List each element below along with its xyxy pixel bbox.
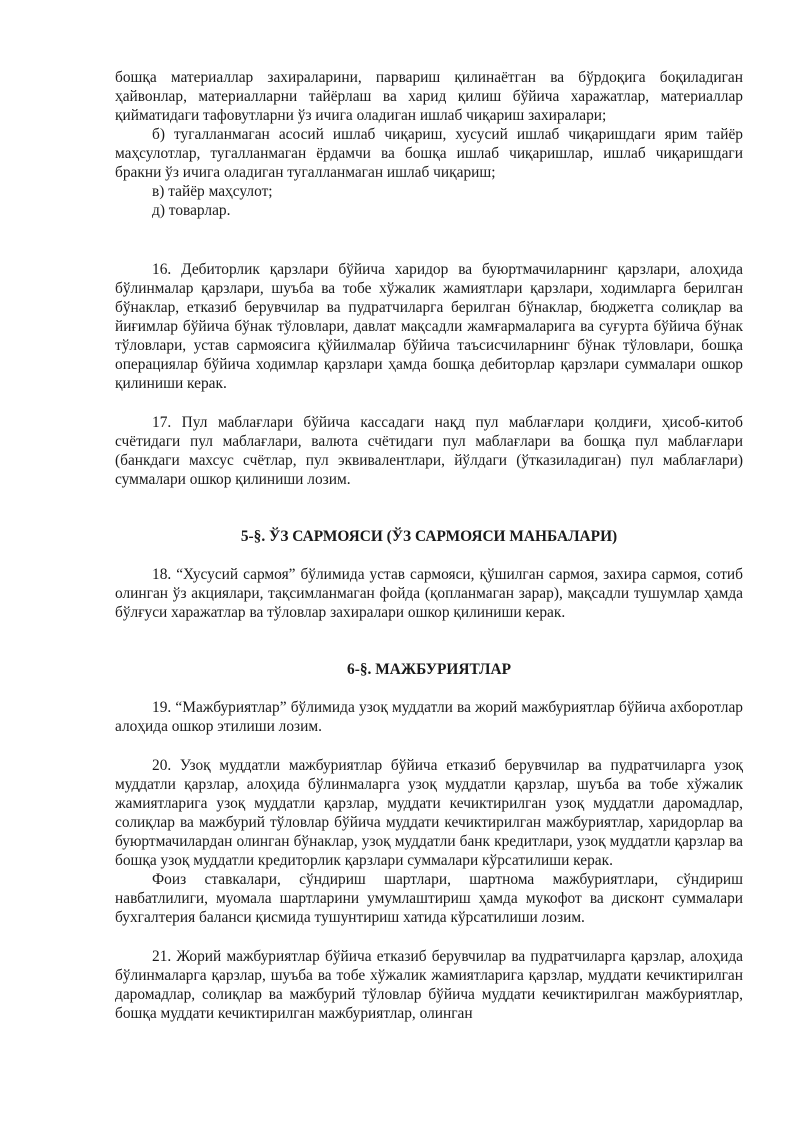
list-item-v: в) тайёр маҳсулот; — [152, 183, 273, 200]
paragraph-continuation: бошқа материаллар захираларини, парвариш қилинаётган ва бўрдоқига боқиладиган ҳайвонлар, материалларни тайёрлаш ва харид қилиш бўйича харажатлар, материаллар қийматидаги тафовутларни ўз ичига оладиган ишлаб чиқариш захиралари; — [115, 69, 743, 124]
paragraph-18: 18. “Хусусий сармоя” бўлимида устав сармояси, қўшилган сармоя, захира сармоя, сотиб олинган ўз акциялари, тақсимланмаган фойда (қопланмаган зарар), мақсадли тушумлар ҳамда бўлғуси харажатлар ва тўловлар захиралари ошкор қилиниши керак. — [115, 566, 743, 621]
paragraph-19: 19. “Мажбуриятлар” бўлимида узоқ муддатли ва жорий мажбуриятлар бўйича ахборотлар алоҳида ошкор этилиши лозим. — [115, 699, 743, 735]
paragraph-21: 21. Жорий мажбуриятлар бўйича етказиб берувчилар ва пудратчиларга қарзлар, алоҳида бўлинмаларга қарзлар, шуъба ва тобе хўжалик жамиятларига қарзлар, муддати кечиктирилган даромадлар, солиқлар ва мажбурий тўловлар бўйича муддати кечиктирилган мажбуриятлар, бошқа муддати кечиктирилган мажбуриятлар, олинган — [115, 948, 743, 1022]
section-heading-5: 5-§. ЎЗ САРМОЯСИ (ЎЗ САРМОЯСИ МАНБАЛАРИ) — [240, 528, 618, 545]
list-item-d: д) товарлар. — [152, 202, 231, 219]
list-item-b: б) тугалланмаган асосий ишлаб чиқариш, хусусий ишлаб чиқаришдаги ярим тайёр маҳсулотлар, тугалланмаган ёрдамчи ва бошқа ишлаб чиқаришлар, ишлаб чиқаришдаги бракни ўз ичига оладиган тугалланмаган ишлаб чиқариш; — [115, 126, 743, 181]
paragraph-20-note: Фоиз ставкалари, сўндириш шартлари, шартнома мажбуриятлари, сўндириш навбатлилиги, муомала шартларини умумлаштириш ҳамда мукофот ва дисконт суммалари бухгалтерия баланси қисмида тушунтириш хатида кўрсатилиши лозим. — [115, 871, 743, 926]
section-heading-6: 6-§. МАЖБУРИЯТЛАР — [347, 661, 511, 678]
paragraph-20: 20. Узоқ муддатли мажбуриятлар бўйича етказиб берувчилар ва пудратчиларга узоқ муддатли қарзлар, алоҳида бўлинмаларга узоқ муддатли қарзлар, шуъба ва тобе хўжалик жамиятларига узоқ муддатли қарзлар, муддати кечиктирилган узоқ муддатли даромадлар, солиқлар ва мажбурий тўловлар бўйича муддати кечиктирилган мажбуриятлар, харидорлар ва буюртмачилардан олинган бўнаклар, узоқ муддатли банк кредитлари, узоқ муддатли қарзлар ва бошқа узоқ муддатли кредиторлик қарзлари суммалари кўрсатилиши керак. — [115, 757, 743, 869]
document-page — [115, 68, 743, 1023]
paragraph-16: 16. Дебиторлик қарзлари бўйича харидор ва буюртмачиларнинг қарзлари, алоҳида бўлинмалар қарзлари, шуъба ва тобе хўжалик жамиятлари қарзлари, ходимларга берилган бўнаклар, етказиб берувчилар ва пудратчиларга берилган бўнаклар, бюджетга солиқлар ва йиғимлар бўйича бўнак тўловлари, давлат мақсадли жамғармаларига ва суғурта бўйича бўнак тўловлари, устав сармоясига қўйилмалар бўйича таъсисчиларнинг бўнак тўловлари, бошқа операциялар бўйича ходимлар қарзлари ҳамда бошқа дебиторлар қарзлари суммалари ошкор қилиниши керак. — [115, 261, 743, 392]
paragraph-17: 17. Пул маблағлари бўйича кассадаги нақд пул маблағлари қолдиғи, ҳисоб-китоб счётидаги пул маблағлари, валюта счётидаги пул маблағлари ва бошқа пул маблағлари (банкдаги махсус счётлар, пул эквивалентлари, йўлдаги (ўтказиладиган) пул маблағлари) суммалари ошкор қилиниши лозим. — [115, 414, 743, 488]
